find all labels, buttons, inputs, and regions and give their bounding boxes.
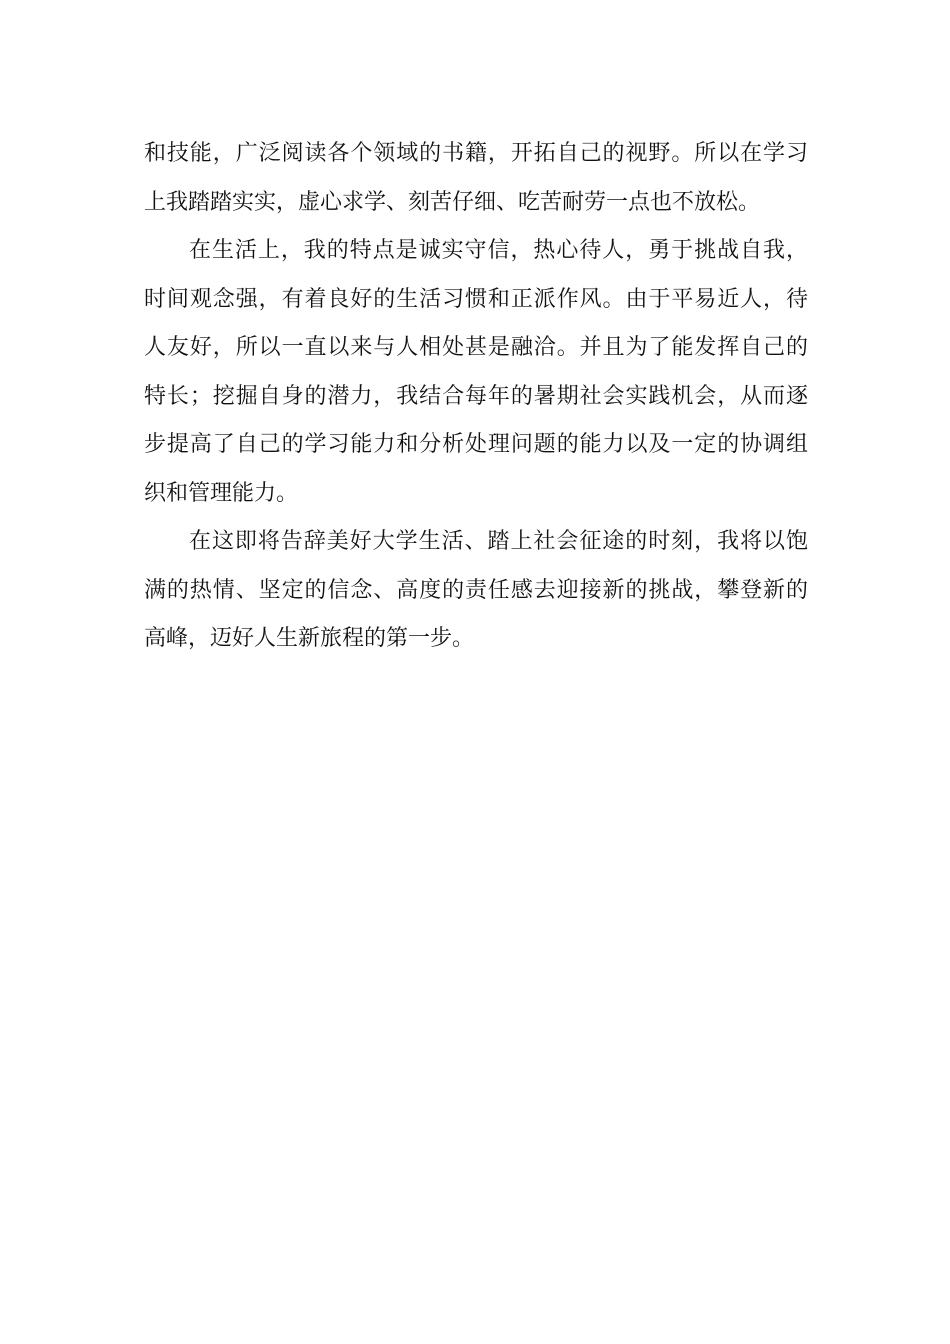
text-line: 在这即将告辞美好大学生活、踏上社会征途的时刻，我将以饱 <box>189 529 808 554</box>
text-line: 特长；挖掘自身的潜力，我结合每年的暑期社会实践机会，从而逐 <box>144 383 808 409</box>
text-line: 和技能，广泛阅读各个领域的书籍，开拓自己的视野。所以在学习 <box>144 141 808 166</box>
paragraph-life <box>144 227 808 518</box>
text-line: 人友好，所以一直以来与人相处甚是融洽。并且为了能发挥自己的 <box>144 335 808 360</box>
text-line: 在生活上，我的特点是诚实守信，热心待人，勇于挑战自我， <box>189 238 808 263</box>
text-line: 时间观念强，有着良好的生活习惯和正派作风。由于平易近人，待 <box>144 286 808 312</box>
document-body <box>144 130 808 664</box>
text-line: 上我踏踏实实，虚心求学、刻苦仔细、吃苦耐劳一点也不放松。 <box>144 189 761 215</box>
text-line: 满的热情、坚定的信念、高度的责任感去迎接新的挑战，攀登新的 <box>144 577 808 603</box>
paragraph-study <box>144 130 808 227</box>
text-line: 高峰，迈好人生新旅程的第一步。 <box>144 626 475 651</box>
text-line: 织和管理能力。 <box>144 480 299 506</box>
text-line: 步提高了自己的学习能力和分析处理问题的能力以及一定的协调组 <box>144 432 808 457</box>
paragraph-closing <box>144 518 808 664</box>
